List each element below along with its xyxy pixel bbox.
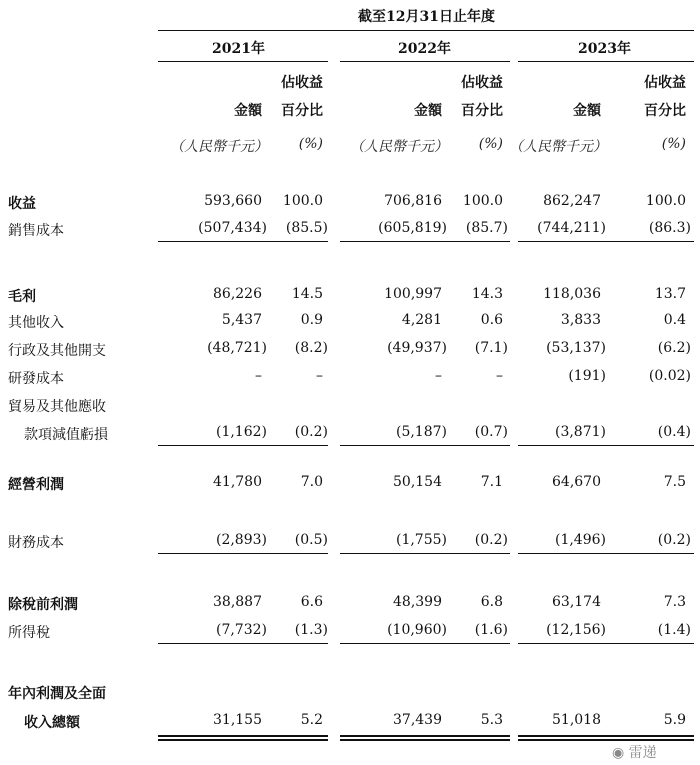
total-double-rule <box>158 735 328 737</box>
total-double-rule <box>340 735 510 737</box>
col-pct-line2-1: 百分比 <box>461 103 503 119</box>
year-2023: 2023年 <box>578 41 631 57</box>
period-header: 截至12月31日止年度 <box>358 9 495 25</box>
col-pct-line1-1: 佔收益 <box>461 75 503 91</box>
unit-amount-2: （人民幣千元） <box>509 139 607 155</box>
watermark-text: 雷递 <box>628 745 657 761</box>
row-value: (1,755) <box>395 532 447 548</box>
row-value: (191) <box>568 368 606 384</box>
row-value: (605,819) <box>378 220 447 236</box>
col-pct-line2-0: 百分比 <box>281 103 323 119</box>
year-2021: 2021年 <box>212 41 265 57</box>
row-value: (0.7) <box>474 424 508 440</box>
row-value: 7.1 <box>480 474 503 490</box>
subtotal-rule <box>158 553 328 554</box>
row-value: 5.9 <box>663 712 686 728</box>
subtotal-rule <box>518 445 694 446</box>
row-value: 13.7 <box>654 286 686 302</box>
total-double-rule <box>518 739 694 741</box>
row-value: 41,780 <box>213 474 262 490</box>
unit-pct-2: (%) <box>661 136 686 152</box>
row-label: 收入總額 <box>24 715 80 731</box>
row-value: (0.02) <box>648 368 691 384</box>
col-pct-line1-2: 佔收益 <box>644 75 686 91</box>
row-value: 86,226 <box>213 286 262 302</box>
watermark <box>612 742 657 762</box>
period-rule <box>158 30 694 31</box>
row-value: 593,660 <box>204 193 262 209</box>
subtotal-rule <box>518 553 694 554</box>
row-label: 毛利 <box>8 289 36 305</box>
row-label: 收益 <box>8 196 36 212</box>
row-value: – <box>435 368 442 384</box>
row-value: (53,137) <box>546 340 606 356</box>
subtotal-rule <box>158 643 328 644</box>
year-rule-2021 <box>158 61 328 62</box>
row-value: 100.0 <box>645 193 686 209</box>
row-value: 3,833 <box>560 312 601 328</box>
row-value: 0.6 <box>480 312 503 328</box>
row-label: 年內利潤及全面 <box>8 686 106 702</box>
row-value: – <box>255 368 262 384</box>
row-label: 經營利潤 <box>8 477 64 493</box>
unit-pct-0: (%) <box>298 136 323 152</box>
row-label: 財務成本 <box>8 535 64 551</box>
row-value: 48,399 <box>393 594 442 610</box>
row-label: 行政及其他開支 <box>8 343 106 359</box>
row-value: (7.1) <box>474 340 508 356</box>
subtotal-rule <box>340 241 510 242</box>
row-label: 所得稅 <box>8 625 50 641</box>
year-rule-2022 <box>340 61 510 62</box>
unit-amount-1: （人民幣千元） <box>350 139 448 155</box>
row-value: 4,281 <box>401 312 442 328</box>
row-value: (1.3) <box>294 622 328 638</box>
row-value: (0.2) <box>294 424 328 440</box>
weibo-icon: ◉ <box>612 745 625 761</box>
row-value: 31,155 <box>213 712 262 728</box>
row-value: (49,937) <box>387 340 447 356</box>
col-amount-1: 金額 <box>414 103 442 119</box>
row-value: 14.5 <box>291 286 323 302</box>
row-value: 862,247 <box>543 193 601 209</box>
row-label: 貿易及其他應收 <box>8 399 106 415</box>
row-value: – <box>316 368 323 384</box>
row-value: (507,434) <box>198 220 267 236</box>
row-value: 0.9 <box>300 312 323 328</box>
row-value: (1.6) <box>474 622 508 638</box>
row-value: (3,871) <box>554 424 606 440</box>
unit-pct-1: (%) <box>478 136 503 152</box>
row-label: 銷售成本 <box>8 223 64 239</box>
row-value: 14.3 <box>471 286 503 302</box>
row-value: 118,036 <box>543 286 601 302</box>
row-label: 款項減值虧損 <box>24 427 108 443</box>
row-value: (10,960) <box>387 622 447 638</box>
row-value: 50,154 <box>393 474 442 490</box>
col-amount-0: 金額 <box>234 103 262 119</box>
row-value: 706,816 <box>384 193 442 209</box>
row-value: (12,156) <box>546 622 606 638</box>
subtotal-rule <box>518 241 694 242</box>
total-double-rule <box>158 739 328 741</box>
subtotal-rule <box>158 241 328 242</box>
row-value: (6.2) <box>657 340 691 356</box>
row-value: 37,439 <box>393 712 442 728</box>
row-value: (5,187) <box>395 424 447 440</box>
total-double-rule <box>340 739 510 741</box>
col-pct-line2-2: 百分比 <box>644 103 686 119</box>
row-value: (85.7) <box>465 220 508 236</box>
row-value: (86.3) <box>648 220 691 236</box>
row-value: (744,211) <box>537 220 606 236</box>
row-value: (1.4) <box>657 622 691 638</box>
row-value: (0.2) <box>657 532 691 548</box>
subtotal-rule <box>340 643 510 644</box>
year-2022: 2022年 <box>398 41 451 57</box>
row-label: 研發成本 <box>8 371 64 387</box>
row-value: 6.6 <box>300 594 323 610</box>
row-value: 100.0 <box>282 193 323 209</box>
row-value: 5,437 <box>221 312 262 328</box>
row-value: (0.5) <box>294 532 328 548</box>
row-value: (85.5) <box>285 220 328 236</box>
row-value: – <box>496 368 503 384</box>
row-value: (1,162) <box>215 424 267 440</box>
row-value: (2,893) <box>215 532 267 548</box>
year-rule-2023 <box>518 61 694 62</box>
row-value: 100.0 <box>462 193 503 209</box>
row-value: 38,887 <box>213 594 262 610</box>
row-value: 6.8 <box>480 594 503 610</box>
row-value: 100,997 <box>384 286 442 302</box>
row-value: (0.4) <box>657 424 691 440</box>
total-double-rule <box>518 735 694 737</box>
row-value: 0.4 <box>663 312 686 328</box>
row-label: 除稅前利潤 <box>8 597 78 613</box>
row-value: (0.2) <box>474 532 508 548</box>
row-value: 7.3 <box>663 594 686 610</box>
row-value: 7.5 <box>663 474 686 490</box>
row-value: 63,174 <box>552 594 601 610</box>
row-label: 其他收入 <box>8 315 64 331</box>
row-value: 64,670 <box>552 474 601 490</box>
row-value: 5.2 <box>300 712 323 728</box>
subtotal-rule <box>518 643 694 644</box>
row-value: (7,732) <box>215 622 267 638</box>
row-value: (8.2) <box>294 340 328 356</box>
row-value: 7.0 <box>300 474 323 490</box>
row-value: 51,018 <box>552 712 601 728</box>
row-value: 5.3 <box>480 712 503 728</box>
col-pct-line1-0: 佔收益 <box>281 75 323 91</box>
subtotal-rule <box>340 445 510 446</box>
col-amount-2: 金額 <box>573 103 601 119</box>
row-value: (1,496) <box>554 532 606 548</box>
row-value: (48,721) <box>207 340 267 356</box>
unit-amount-0: （人民幣千元） <box>170 139 268 155</box>
subtotal-rule <box>158 445 328 446</box>
subtotal-rule <box>340 553 510 554</box>
